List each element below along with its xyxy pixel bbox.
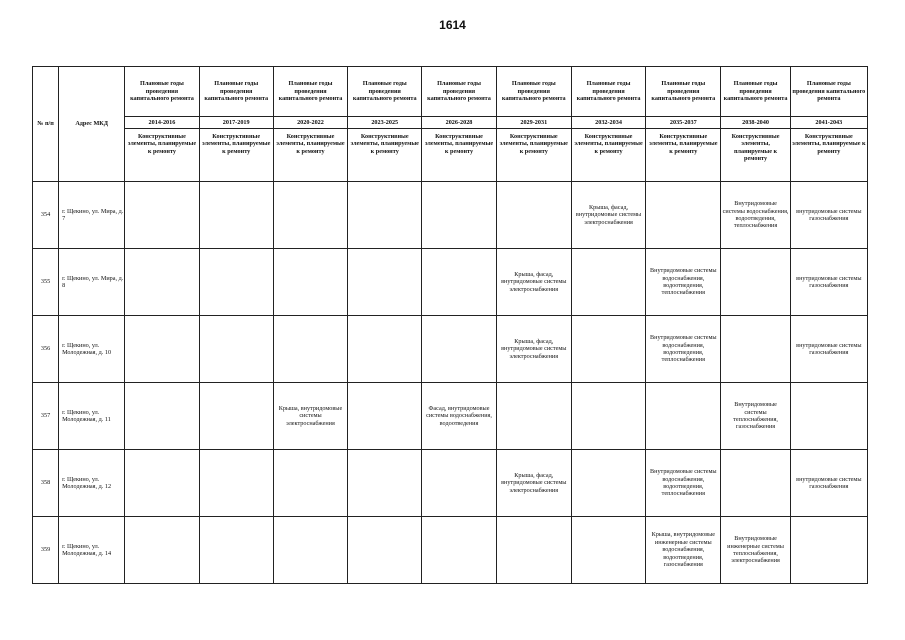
period-years: 2026-2028 — [422, 117, 496, 129]
repair-elements-cell — [790, 383, 867, 450]
repair-elements-cell — [571, 249, 645, 316]
period-years: 2017-2019 — [199, 117, 273, 129]
repair-elements-cell: внутридомовые системы газоснабжения — [790, 450, 867, 517]
row-number: 358 — [33, 450, 59, 517]
repair-elements-cell: Внутридомовые инженерные системы теплоснабжения, электроснабжения — [721, 517, 790, 584]
repair-elements-cell — [199, 450, 273, 517]
repair-elements-cell — [199, 383, 273, 450]
period-years: 2029-2031 — [496, 117, 571, 129]
repair-elements-cell — [125, 249, 199, 316]
column-header-address: Адрес МКД — [59, 67, 125, 182]
repair-elements-cell — [721, 249, 790, 316]
repair-elements-cell — [348, 383, 422, 450]
table-row — [33, 316, 868, 383]
repair-elements-cell — [273, 249, 347, 316]
repair-elements-cell: внутридомовые системы газоснабжения — [790, 182, 867, 249]
repair-elements-cell: Фасад, внутридомовые системы водоснабжения, водоотведения — [422, 383, 496, 450]
repair-elements-cell — [790, 517, 867, 584]
period-years: 2035-2037 — [646, 117, 721, 129]
row-address: г. Щекино, ул. Молодежная, д. 14 — [59, 517, 125, 584]
period-years: 2020-2022 — [273, 117, 347, 129]
repair-elements-cell — [199, 182, 273, 249]
repair-elements-cell — [571, 383, 645, 450]
row-address: г. Щекино, ул. Мира, д. 8 — [59, 249, 125, 316]
row-address: г. Щекино, ул. Молодежная, д. 11 — [59, 383, 125, 450]
table-row — [33, 517, 868, 584]
elements-header: Конструктивные элементы, планируемые к ремонту — [496, 129, 571, 182]
repair-elements-cell — [125, 383, 199, 450]
elements-header: Конструктивные элементы, планируемые к ремонту — [199, 129, 273, 182]
repair-elements-cell: Крыша, внутридомовые инженерные системы водоснабжения, водоотведения, газоснабжения — [646, 517, 721, 584]
elements-header: Конструктивные элементы, планируемые к ремонту — [571, 129, 645, 182]
repair-elements-cell: внутридомовые системы газоснабжения — [790, 316, 867, 383]
row-number: 359 — [33, 517, 59, 584]
repair-elements-cell — [422, 517, 496, 584]
header-row-periods — [33, 67, 868, 117]
row-number: 357 — [33, 383, 59, 450]
repair-elements-cell: Внутридомовые системы водоснабжения, водоотведения, теплоснабжения — [646, 316, 721, 383]
repair-elements-cell: Внутридомовые системы теплоснабжения, газоснабжения — [721, 383, 790, 450]
repair-elements-cell — [199, 316, 273, 383]
period-header: Плановые годы проведения капитального ремонта — [199, 67, 273, 117]
repair-elements-cell — [571, 450, 645, 517]
elements-header: Конструктивные элементы, планируемые к ремонту — [790, 129, 867, 182]
repair-elements-cell: Внутридомовые системы водоснабжения, водоотведения, теплоснабжения — [646, 249, 721, 316]
period-years: 2041-2043 — [790, 117, 867, 129]
repair-elements-cell — [348, 182, 422, 249]
repair-elements-cell — [273, 517, 347, 584]
period-header: Плановые годы проведения капитального ремонта — [496, 67, 571, 117]
column-header-number: № п/п — [33, 67, 59, 182]
repair-elements-cell — [422, 316, 496, 383]
repair-elements-cell — [273, 450, 347, 517]
period-header: Плановые годы проведения капитального ремонта — [348, 67, 422, 117]
table-row — [33, 450, 868, 517]
repair-elements-cell — [273, 182, 347, 249]
page-number: 1614 — [439, 18, 466, 32]
row-address: г. Щекино, ул. Молодежная, д. 10 — [59, 316, 125, 383]
repair-elements-cell — [422, 450, 496, 517]
repair-elements-cell — [348, 316, 422, 383]
header-row-years — [33, 117, 868, 129]
repair-elements-cell — [273, 316, 347, 383]
header-row-elements — [33, 129, 868, 182]
repair-elements-cell — [422, 182, 496, 249]
repair-elements-cell: Внутридомовые системы водоснабжения, водоотведения, теплоснабжения — [721, 182, 790, 249]
repair-elements-cell — [422, 249, 496, 316]
elements-header: Конструктивные элементы, планируемые к ремонту — [348, 129, 422, 182]
row-number: 354 — [33, 182, 59, 249]
repair-elements-cell — [721, 316, 790, 383]
period-years: 2038-2040 — [721, 117, 790, 129]
repair-elements-cell: Крыша, внутридомовые системы электроснабжения — [273, 383, 347, 450]
repair-elements-cell — [125, 450, 199, 517]
repair-elements-cell — [496, 182, 571, 249]
repair-elements-cell — [125, 182, 199, 249]
elements-header: Конструктивные элементы, планируемые к ремонту — [422, 129, 496, 182]
repair-elements-cell — [199, 249, 273, 316]
period-header: Плановые годы проведения капитального ремонта — [790, 67, 867, 117]
period-years: 2032-2034 — [571, 117, 645, 129]
repair-elements-cell — [646, 182, 721, 249]
repair-elements-cell: Крыша, фасад, внутридомовые системы электроснабжения — [571, 182, 645, 249]
table-row — [33, 249, 868, 316]
repair-elements-cell — [199, 517, 273, 584]
elements-header: Конструктивные элементы, планируемые к ремонту — [273, 129, 347, 182]
elements-header: Конструктивные элементы, планируемые к ремонту — [125, 129, 199, 182]
repair-elements-cell — [348, 450, 422, 517]
repair-elements-cell — [125, 517, 199, 584]
period-years: 2023-2025 — [348, 117, 422, 129]
period-header: Плановые годы проведения капитального ремонта — [646, 67, 721, 117]
row-address: г. Щекино, ул. Молодежная, д. 12 — [59, 450, 125, 517]
period-header: Плановые годы проведения капитального ремонта — [422, 67, 496, 117]
repair-elements-cell — [496, 517, 571, 584]
table-row — [33, 182, 868, 249]
repair-elements-cell — [721, 450, 790, 517]
repair-elements-cell — [125, 316, 199, 383]
period-header: Плановые годы проведения капитального ремонта — [273, 67, 347, 117]
repair-elements-cell — [496, 383, 571, 450]
repair-elements-cell: Крыша, фасад, внутридомовые системы электроснабжения — [496, 316, 571, 383]
elements-header: Конструктивные элементы, планируемые к ремонту — [721, 129, 790, 182]
row-number: 355 — [33, 249, 59, 316]
repair-elements-cell — [348, 249, 422, 316]
row-number: 356 — [33, 316, 59, 383]
row-address: г. Щекино, ул. Мира, д. 7 — [59, 182, 125, 249]
repair-elements-cell — [348, 517, 422, 584]
period-header: Плановые годы проведения капитального ремонта — [721, 67, 790, 117]
repair-elements-cell — [571, 517, 645, 584]
repair-elements-cell — [571, 316, 645, 383]
repair-elements-cell: Крыша, фасад, внутридомовые системы электроснабжения — [496, 450, 571, 517]
elements-header: Конструктивные элементы, планируемые к ремонту — [646, 129, 721, 182]
capital-repair-table — [32, 66, 868, 584]
period-years: 2014-2016 — [125, 117, 199, 129]
repair-elements-cell: Крыша, фасад, внутридомовые системы электроснабжения — [496, 249, 571, 316]
period-header: Плановые годы проведения капитального ремонта — [125, 67, 199, 117]
repair-elements-cell — [646, 383, 721, 450]
period-header: Плановые годы проведения капитального ремонта — [571, 67, 645, 117]
repair-elements-cell: внутридомовые системы газоснабжения — [790, 249, 867, 316]
repair-elements-cell: Внутридомовые системы водоснабжения, водоотведения, теплоснабжения — [646, 450, 721, 517]
table-row — [33, 383, 868, 450]
